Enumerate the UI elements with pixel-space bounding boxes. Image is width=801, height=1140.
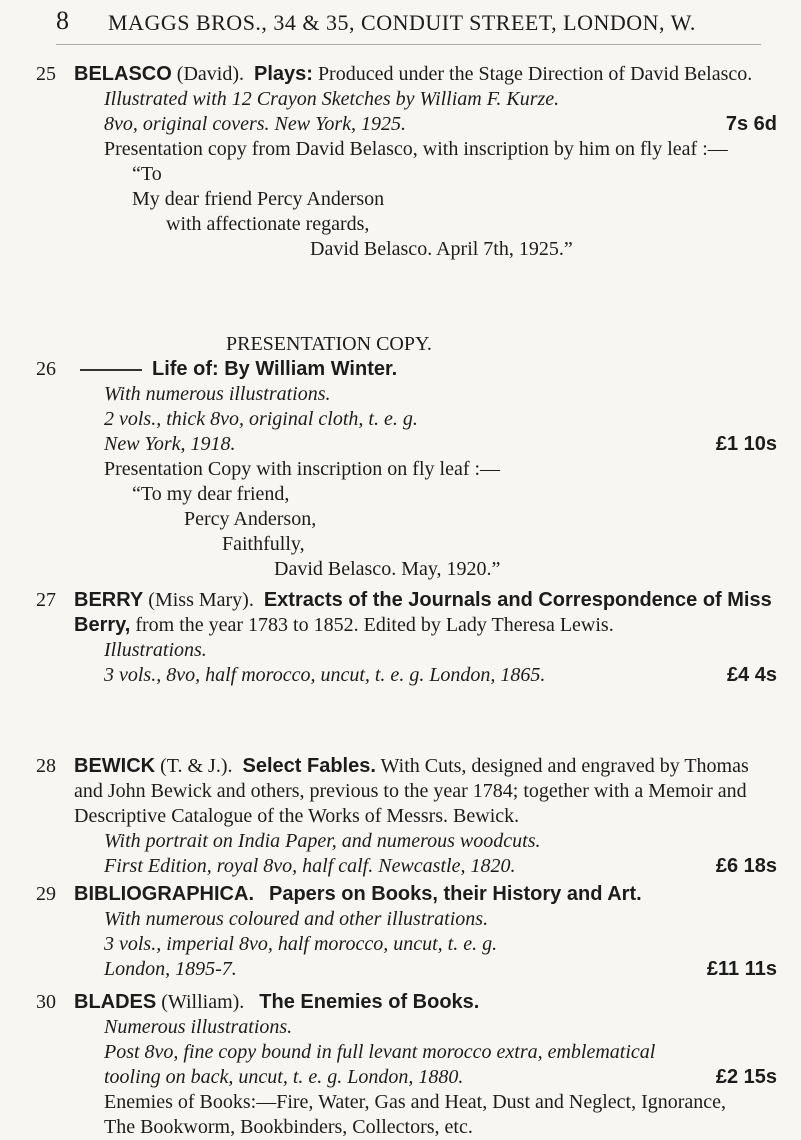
price: £2 15s — [715, 1066, 777, 1088]
author-forename: (William). — [156, 991, 245, 1013]
catalogue-entry-26 — [36, 332, 777, 582]
inscription-signature: David Belasco. May, 1920.” — [274, 558, 501, 580]
presentation-note: Presentation copy from David Belasco, with inscription by him on fly leaf :— — [104, 138, 728, 160]
format-line — [104, 432, 777, 457]
illustration-note: Illustrated with 12 Crayon Sketches by William F. Kurze. — [104, 88, 560, 110]
inscription-line: My dear friend Percy Anderson — [132, 188, 385, 210]
price: 7s 6d — [725, 113, 777, 135]
price: £1 10s — [715, 433, 777, 455]
catalogue-entry-28 — [36, 754, 777, 879]
entry-title: Plays: — [254, 63, 313, 85]
page-header — [56, 6, 756, 46]
entry-title: Papers on Books, their History and Art. — [269, 883, 642, 905]
entry-heading-line — [74, 754, 777, 829]
catalogue-entry-29 — [36, 882, 777, 982]
illustration-note: With numerous illustrations. — [104, 383, 331, 405]
format-text: New York, 1918. — [104, 433, 236, 455]
entry-number: 29 — [36, 883, 56, 905]
inscription-line: with affectionate regards, — [166, 213, 370, 235]
catalogue-entry-25 — [36, 62, 777, 262]
price: £4 4s — [726, 664, 777, 686]
ditto-dash — [80, 369, 142, 371]
header-rule — [56, 44, 761, 45]
author-forename: (Miss Mary). — [143, 589, 254, 611]
illustration-note: Numerous illustrations. — [104, 1016, 293, 1038]
illustration-note: With portrait on India Paper, and numerous woodcuts. — [104, 830, 541, 852]
entry-number: 28 — [36, 755, 56, 777]
format-text: London, 1895-7. — [104, 958, 237, 980]
contents-note: Enemies of Books:—Fire, Water, Gas and Heat, Dust and Neglect, Ignorance, — [104, 1091, 727, 1113]
entry-number: 25 — [36, 63, 56, 85]
format-text: 8vo, original covers. New York, 1925. — [104, 113, 407, 135]
entry-title: Select Fables. — [242, 755, 376, 777]
price: £11 11s — [706, 958, 777, 980]
entry-title-rest: Produced under the Stage Direction of David Belasco. — [312, 63, 753, 85]
presentation-note: Presentation Copy with inscription on fly leaf :— — [104, 458, 501, 480]
author-name: BELASCO — [74, 63, 172, 85]
author-name: BEWICK — [74, 755, 156, 777]
entry-title: Life of: By William Winter. — [152, 358, 398, 380]
author-name: BERRY — [74, 589, 144, 611]
catalogue-entry-27 — [36, 588, 777, 688]
format-line — [104, 1065, 777, 1090]
entry-number: 27 — [36, 589, 56, 611]
author-name: BIBLIOGRAPHICA. — [74, 883, 254, 905]
inscription-line: Faithfully, — [222, 533, 305, 555]
format-line — [104, 957, 777, 982]
illustration-note: Illustrations. — [104, 639, 207, 661]
catalogue-entry-30 — [36, 990, 777, 1138]
format-text: First Edition, royal 8vo, half calf. Newcastle, 1820. — [104, 855, 516, 877]
inscription-line: “To — [132, 163, 162, 185]
author-forename: (David). — [171, 63, 244, 85]
illustration-note: With numerous coloured and other illustrations. — [104, 908, 489, 930]
entry-number: 30 — [36, 991, 56, 1013]
entry-title-rest: With Cuts, designed and engraved by Thomas and John Bewick and others, previous to the year 1784; together with a Memoir and Descriptive Catalogue of the Works of Messrs. Bewick. — [74, 755, 749, 827]
author-name: BLADES — [74, 991, 157, 1013]
format-text: 3 vols., 8vo, half morocco, uncut, t. e. g. London, 1865. — [104, 664, 546, 686]
entry-number: 26 — [36, 358, 56, 380]
format-line: 2 vols., thick 8vo, original cloth, t. e. g. — [104, 408, 418, 430]
entry-heading-line — [74, 588, 777, 638]
inscription-signature: David Belasco. April 7th, 1925.” — [310, 238, 573, 260]
entry-title: Extracts of the Journals and Correspondence of Miss Berry, — [74, 589, 772, 636]
format-line: Post 8vo, fine copy bound in full levant morocco extra, emblematical — [104, 1041, 656, 1063]
format-line: 3 vols., imperial 8vo, half morocco, uncut, t. e. g. — [104, 933, 498, 955]
format-line — [104, 112, 777, 137]
entry-heading-line — [74, 357, 777, 382]
entry-heading-line — [74, 990, 777, 1015]
page-number: 8 — [56, 6, 69, 35]
price: £6 18s — [715, 855, 777, 877]
inscription-line: Percy Anderson, — [184, 508, 317, 530]
section-label: PRESENTATION COPY. — [226, 333, 432, 355]
entry-heading-line — [74, 882, 777, 907]
contents-note: The Bookworm, Bookbinders, Collectors, etc. — [104, 1116, 473, 1138]
entry-heading-line — [74, 62, 777, 87]
author-forename: (T. & J.). — [155, 755, 233, 777]
entry-title-rest: from the year 1783 to 1852. Edited by Lady Theresa Lewis. — [130, 614, 614, 636]
format-line — [104, 854, 777, 879]
entry-title: The Enemies of Books. — [259, 991, 480, 1013]
format-line — [104, 663, 777, 688]
inscription-line: “To my dear friend, — [132, 483, 290, 505]
running-head: MAGGS BROS., 34 & 35, CONDUIT STREET, LONDON, W. — [108, 10, 696, 35]
format-text: tooling on back, uncut, t. e. g. London, 1880. — [104, 1066, 464, 1088]
